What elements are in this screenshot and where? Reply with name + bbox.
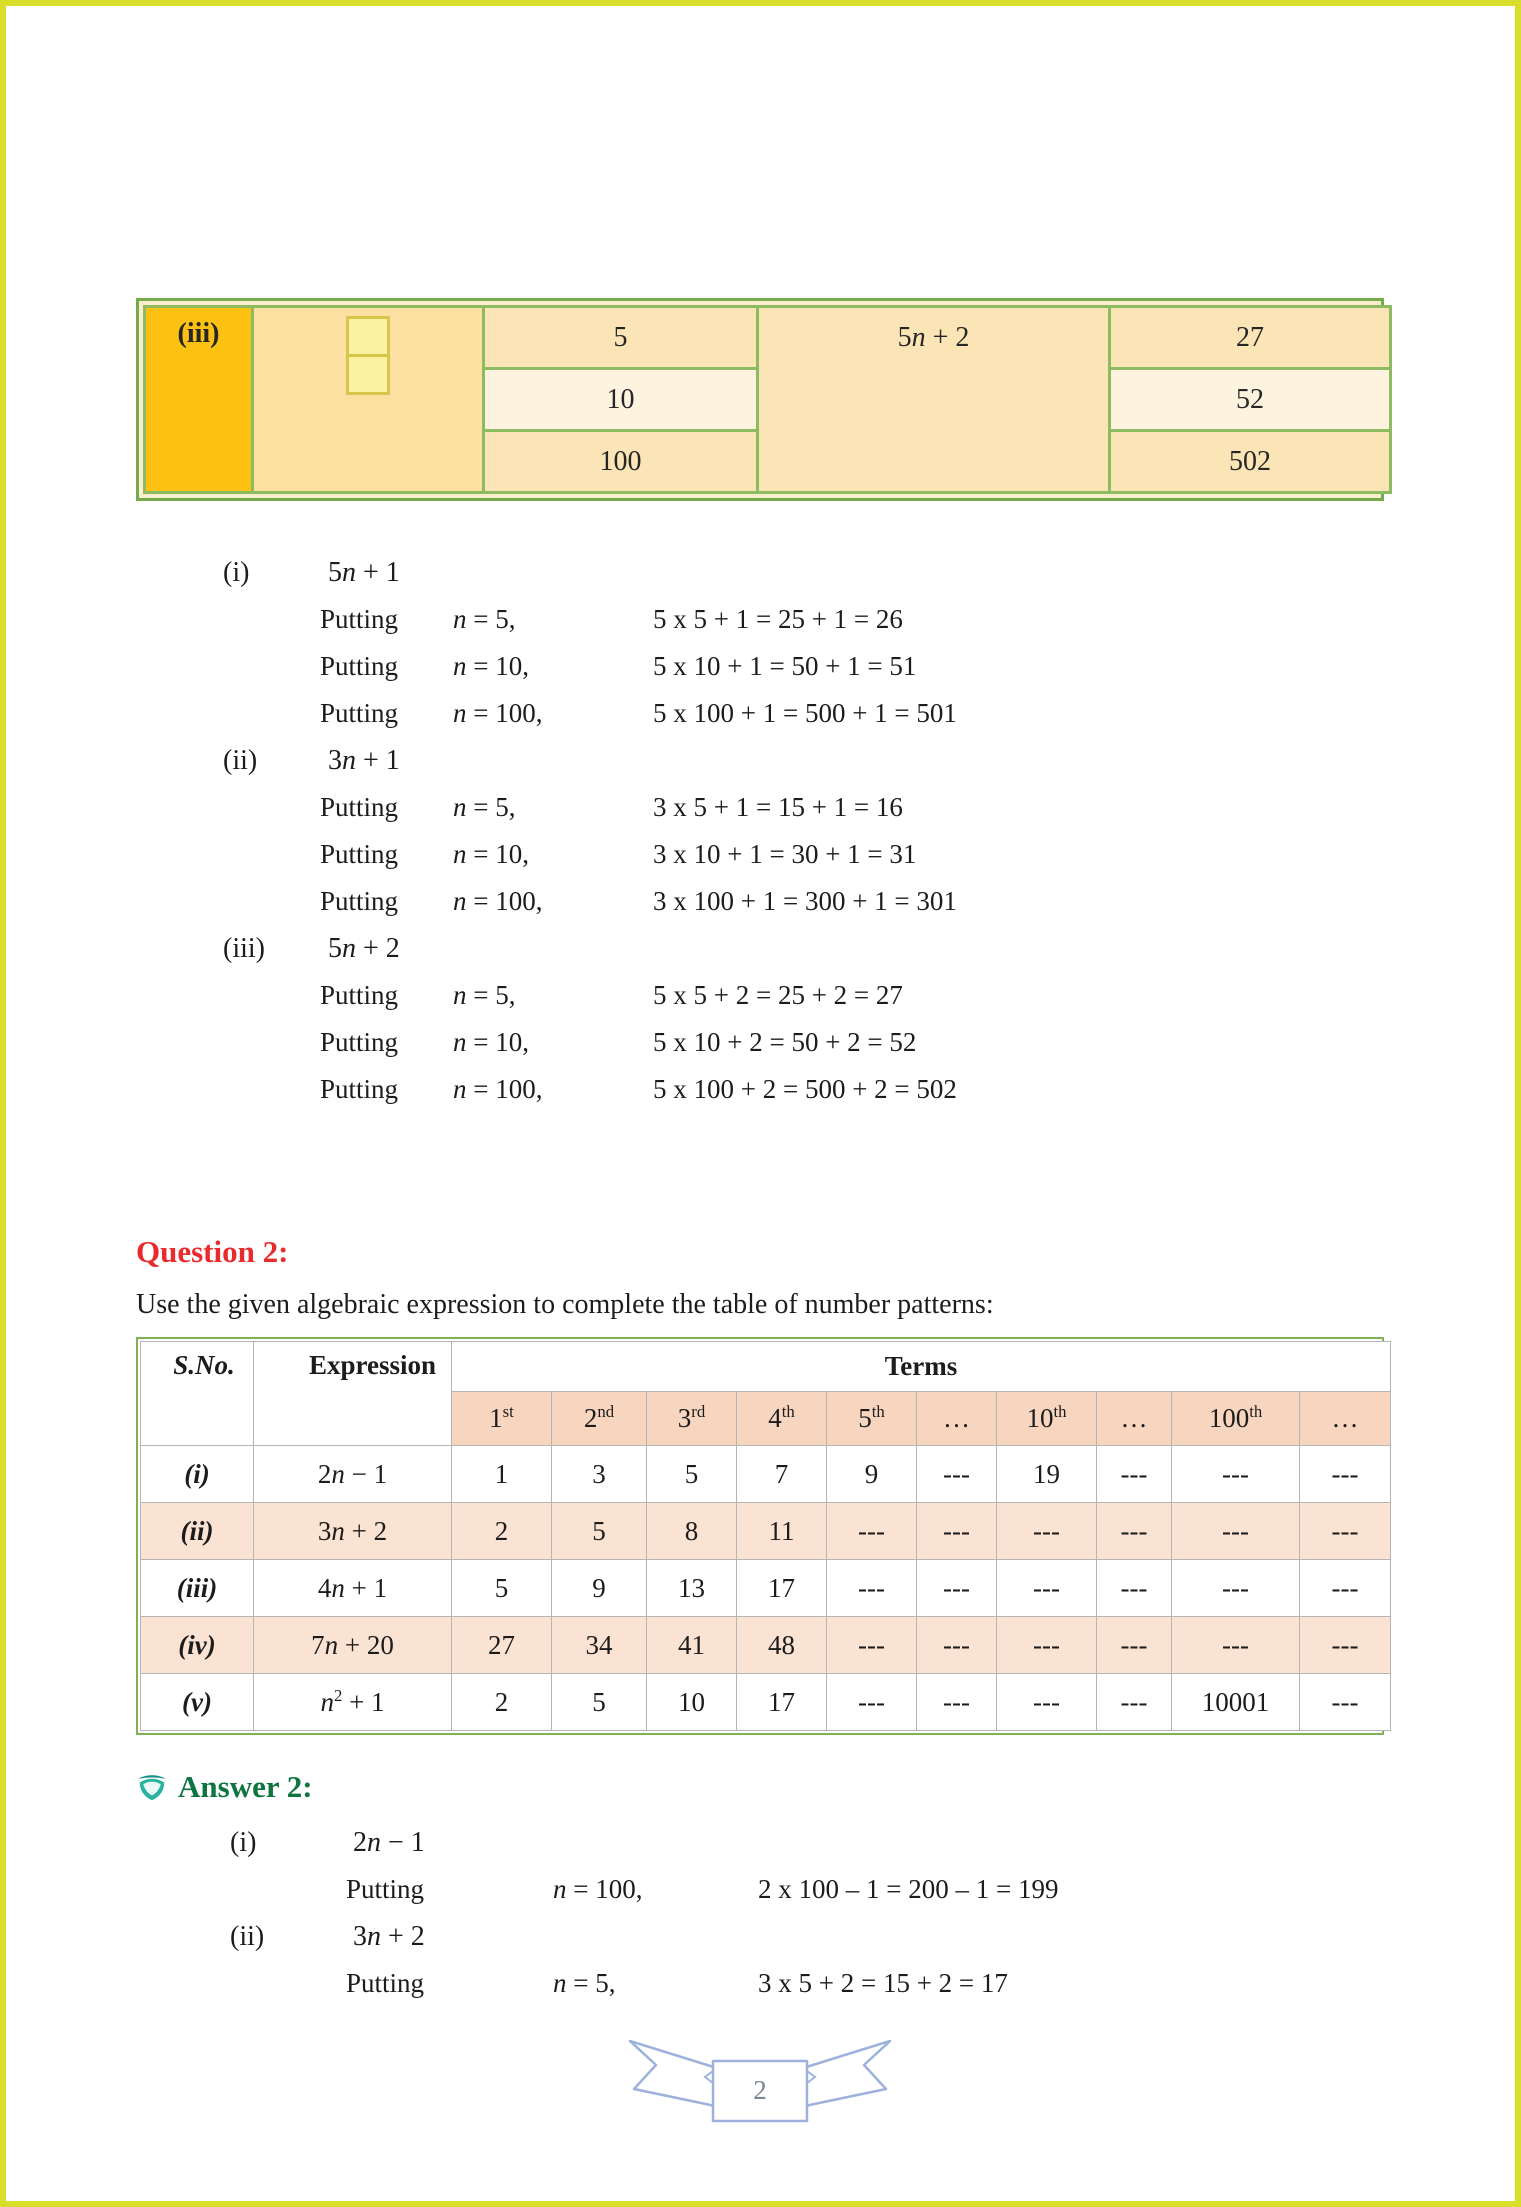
solution-item-label: (i) xyxy=(223,556,250,588)
term-col-header xyxy=(1172,1392,1300,1446)
expr-var: n xyxy=(453,980,467,1010)
expr-post: = 5, xyxy=(466,980,516,1010)
term-cell: --- xyxy=(1097,1617,1172,1674)
putting-label: Putting xyxy=(320,698,399,728)
term-cell: --- xyxy=(1097,1560,1172,1617)
expr-var: n xyxy=(367,1826,381,1858)
term-cell: --- xyxy=(1300,1503,1391,1560)
question-heading: Question 2: xyxy=(136,1234,289,1269)
expr-pre: 5 xyxy=(897,322,912,353)
term-cell: --- xyxy=(917,1560,997,1617)
expr-post: + 1 xyxy=(356,744,400,776)
pattern-n-value: 5 xyxy=(484,307,758,369)
solution-step xyxy=(136,831,1384,878)
expr-post: + 20 xyxy=(338,1629,394,1660)
col-header-sno: S.No. xyxy=(141,1342,254,1446)
term-cell: --- xyxy=(1172,1560,1300,1617)
row-expression xyxy=(254,1446,452,1503)
answer-step xyxy=(136,1960,1384,2007)
expr-var: n xyxy=(453,792,467,822)
expr-post: = 10, xyxy=(466,651,529,681)
term-cell: --- xyxy=(1172,1446,1300,1503)
term-cell: 27 xyxy=(452,1617,552,1674)
putting-label: Putting xyxy=(346,1968,425,1998)
putting-label: Putting xyxy=(320,886,399,916)
term-col-base: 2 xyxy=(583,1403,598,1433)
col-header-terms: Terms xyxy=(452,1342,1391,1392)
expr-post: = 5, xyxy=(466,604,516,634)
term-cell: 48 xyxy=(737,1617,827,1674)
n-assignment xyxy=(453,1074,653,1105)
expr-post: + 2 xyxy=(381,1920,425,1952)
putting-label: Putting xyxy=(320,1074,399,1104)
expr-post: = 5, xyxy=(566,1968,616,1998)
expr-var: n xyxy=(453,1027,467,1057)
term-cell: 2 xyxy=(452,1503,552,1560)
expr-var: n xyxy=(453,839,467,869)
expr-post: = 100, xyxy=(466,1074,543,1104)
answer-expression xyxy=(353,1827,1384,1859)
term-cell: --- xyxy=(1300,1674,1391,1731)
expr-pre: 3 xyxy=(317,1515,332,1546)
row-expression xyxy=(254,1674,452,1731)
expr-var: n xyxy=(453,886,467,916)
term-col-base: 10 xyxy=(1026,1403,1054,1433)
page-number: 2 xyxy=(753,2075,767,2105)
row-expression xyxy=(254,1560,452,1617)
term-cell: --- xyxy=(917,1674,997,1731)
putting-label: Putting xyxy=(320,604,399,634)
expr-post: + 1 xyxy=(344,1572,388,1603)
page-content xyxy=(6,298,1515,2129)
expr-post: + 1 xyxy=(342,1686,385,1717)
solution-expression xyxy=(328,933,1384,965)
term-cell: 3 xyxy=(552,1446,647,1503)
term-col-header xyxy=(452,1392,552,1446)
calculation: 2 x 100 – 1 = 200 – 1 = 199 xyxy=(758,1874,1059,1904)
expr-post: − 1 xyxy=(344,1458,388,1489)
term-cell: --- xyxy=(997,1617,1097,1674)
expr-post: = 100, xyxy=(566,1874,643,1904)
expr-var: n xyxy=(342,556,356,588)
term-cell: 8 xyxy=(647,1503,737,1560)
term-cell: 11 xyxy=(737,1503,827,1560)
solution-item-header xyxy=(136,737,1384,784)
term-cell: --- xyxy=(997,1674,1097,1731)
term-cell: 34 xyxy=(552,1617,647,1674)
term-col-sup: th xyxy=(1249,1402,1263,1421)
putting-label: Putting xyxy=(346,1874,425,1904)
term-cell: 5 xyxy=(552,1503,647,1560)
expr-sup: 2 xyxy=(333,1685,343,1705)
expr-pre: 5 xyxy=(328,932,342,964)
pattern-result: 502 xyxy=(1110,431,1391,493)
term-cell: --- xyxy=(1300,1560,1391,1617)
solution-step xyxy=(136,972,1384,1019)
pattern-figure-cell xyxy=(253,307,484,493)
term-cell: --- xyxy=(1300,1617,1391,1674)
term-cell: 2 xyxy=(452,1674,552,1731)
calculation: 3 x 100 + 1 = 300 + 1 = 301 xyxy=(653,886,957,916)
term-col-header xyxy=(737,1392,827,1446)
table-row xyxy=(141,1560,1391,1617)
answer-list xyxy=(136,1819,1384,2007)
term-col-sup: rd xyxy=(691,1402,706,1421)
pattern-result: 52 xyxy=(1110,369,1391,431)
expr-var: n xyxy=(553,1874,567,1904)
term-cell: 5 xyxy=(647,1446,737,1503)
term-cell: 1 xyxy=(452,1446,552,1503)
pattern-figure-icon xyxy=(346,316,390,395)
row-sno: (i) xyxy=(141,1446,254,1503)
expr-var: n xyxy=(320,1686,334,1717)
putting-label: Putting xyxy=(320,980,399,1010)
solution-list xyxy=(136,549,1384,1113)
solution-item-label: (ii) xyxy=(223,744,258,776)
calculation: 3 x 5 + 2 = 15 + 2 = 17 xyxy=(758,1968,1008,1998)
expr-var: n xyxy=(553,1968,567,1998)
answer-item-label: (ii) xyxy=(230,1920,265,1952)
term-col-sup: nd xyxy=(597,1402,615,1421)
term-col-header xyxy=(1097,1392,1172,1446)
expr-var: n xyxy=(453,698,467,728)
expr-pre: 3 xyxy=(328,744,342,776)
expression xyxy=(898,322,970,353)
expr-var: n xyxy=(453,651,467,681)
term-col-header xyxy=(647,1392,737,1446)
solution-step xyxy=(136,1019,1384,1066)
expr-var: n xyxy=(911,322,926,353)
term-col-sup: th xyxy=(871,1402,885,1421)
solution-step xyxy=(136,1066,1384,1113)
calculation: 5 x 10 + 2 = 50 + 2 = 52 xyxy=(653,1027,917,1057)
term-col-header xyxy=(917,1392,997,1446)
expr-post: = 100, xyxy=(466,886,543,916)
row-sno: (v) xyxy=(141,1674,254,1731)
term-col-base: 5 xyxy=(858,1403,872,1433)
term-cell: 9 xyxy=(827,1446,917,1503)
pattern-n-value: 100 xyxy=(484,431,758,493)
term-cell: 13 xyxy=(647,1560,737,1617)
expr-pre: 7 xyxy=(311,1629,325,1660)
row-sno: (iii) xyxy=(141,1560,254,1617)
solution-item-header xyxy=(136,925,1384,972)
term-cell: --- xyxy=(1300,1446,1391,1503)
calculation: 5 x 10 + 1 = 50 + 1 = 51 xyxy=(653,651,917,681)
table-row xyxy=(141,1617,1391,1674)
term-col-base: 3 xyxy=(677,1403,692,1433)
putting-label: Putting xyxy=(320,792,399,822)
solution-step xyxy=(136,690,1384,737)
pattern-row xyxy=(145,307,1391,369)
n-assignment xyxy=(553,1968,758,1999)
answer-expression xyxy=(353,1921,1384,1953)
expr-post: + 2 xyxy=(344,1515,388,1546)
expr-pre: 4 xyxy=(317,1572,332,1603)
n-assignment xyxy=(453,1027,653,1058)
term-col-sup: th xyxy=(1053,1402,1067,1421)
n-assignment xyxy=(453,886,653,917)
term-cell: 17 xyxy=(737,1674,827,1731)
term-cell: --- xyxy=(1172,1503,1300,1560)
expr-var: n xyxy=(367,1920,381,1952)
term-col-base: … xyxy=(943,1403,970,1433)
solution-step xyxy=(136,643,1384,690)
row-expression xyxy=(254,1617,452,1674)
term-cell: --- xyxy=(997,1560,1097,1617)
n-assignment xyxy=(453,651,653,682)
solution-step xyxy=(136,878,1384,925)
term-col-header xyxy=(827,1392,917,1446)
pattern-n-value: 10 xyxy=(484,369,758,431)
page-ribbon xyxy=(610,2029,910,2129)
terms-table xyxy=(136,1337,1384,1735)
row-sno: (ii) xyxy=(141,1503,254,1560)
row-sno: (iv) xyxy=(141,1617,254,1674)
expr-post: + 1 xyxy=(356,556,400,588)
putting-label: Putting xyxy=(320,839,399,869)
answer-item-header xyxy=(136,1913,1384,1960)
calculation: 3 x 5 + 1 = 15 + 1 = 16 xyxy=(653,792,903,822)
term-cell: 17 xyxy=(737,1560,827,1617)
brand-logo-icon xyxy=(136,1773,168,1801)
expr-post: = 5, xyxy=(466,792,516,822)
figure-square-icon xyxy=(346,316,390,357)
n-assignment xyxy=(453,604,653,635)
calculation: 5 x 100 + 1 = 500 + 1 = 501 xyxy=(653,698,957,728)
term-cell: --- xyxy=(827,1560,917,1617)
term-cell: --- xyxy=(1172,1617,1300,1674)
expr-pre: 3 xyxy=(353,1920,367,1952)
calculation: 5 x 100 + 2 = 500 + 2 = 502 xyxy=(653,1074,957,1104)
expr-post: − 1 xyxy=(381,1826,425,1858)
n-assignment xyxy=(453,792,653,823)
question-intro: Use the given algebraic expression to complete the table of number patterns: xyxy=(136,1289,994,1320)
putting-label: Putting xyxy=(320,1027,399,1057)
calculation: 3 x 10 + 1 = 30 + 1 = 31 xyxy=(653,839,917,869)
solution-item-label: (iii) xyxy=(223,932,265,964)
expr-var: n xyxy=(342,744,356,776)
expr-post: = 100, xyxy=(466,698,543,728)
pattern-result: 27 xyxy=(1110,307,1391,369)
expr-var: n xyxy=(342,932,356,964)
term-cell: 7 xyxy=(737,1446,827,1503)
pattern-expression xyxy=(758,307,1110,493)
term-cell: --- xyxy=(827,1503,917,1560)
term-cell: --- xyxy=(917,1503,997,1560)
term-col-base: 4 xyxy=(768,1403,782,1433)
expr-post: + 2 xyxy=(925,322,970,353)
expr-var: n xyxy=(324,1629,339,1660)
expr-pre: 5 xyxy=(328,556,342,588)
n-assignment xyxy=(553,1874,758,1905)
term-cell: --- xyxy=(1097,1674,1172,1731)
term-cell: --- xyxy=(997,1503,1097,1560)
solution-step xyxy=(136,596,1384,643)
expr-var: n xyxy=(331,1572,345,1603)
footer xyxy=(136,2029,1384,2129)
expr-post: = 10, xyxy=(466,839,529,869)
expr-var: n xyxy=(453,1074,467,1104)
expr-post: = 10, xyxy=(466,1027,529,1057)
term-col-base: 100 xyxy=(1208,1403,1250,1433)
n-assignment xyxy=(453,698,653,729)
expr-var: n xyxy=(331,1515,345,1546)
answer-heading xyxy=(136,1765,1384,1809)
solution-expression xyxy=(328,745,1384,777)
solution-expression xyxy=(328,557,1384,589)
answer-heading-label: Answer 2: xyxy=(178,1769,313,1804)
expr-post: + 2 xyxy=(356,932,400,964)
row-expression xyxy=(254,1503,452,1560)
term-col-base: … xyxy=(1331,1403,1359,1433)
pattern-table xyxy=(136,298,1384,501)
term-cell: --- xyxy=(917,1617,997,1674)
calculation: 5 x 5 + 2 = 25 + 2 = 27 xyxy=(653,980,903,1010)
table-row xyxy=(141,1446,1391,1503)
figure-square-icon xyxy=(346,354,390,395)
answer-step xyxy=(136,1866,1384,1913)
term-cell: --- xyxy=(827,1617,917,1674)
term-cell: --- xyxy=(917,1446,997,1503)
table-row xyxy=(141,1503,1391,1560)
answer-item-header xyxy=(136,1819,1384,1866)
term-col-base: 1 xyxy=(489,1403,503,1433)
expr-var: n xyxy=(331,1458,345,1489)
term-cell: 10001 xyxy=(1172,1674,1300,1731)
solution-item-header xyxy=(136,549,1384,596)
answer-item-label: (i) xyxy=(230,1826,257,1858)
table-row xyxy=(141,1674,1391,1731)
term-cell: 9 xyxy=(552,1560,647,1617)
term-col-sup: th xyxy=(781,1402,795,1421)
calculation: 5 x 5 + 1 = 25 + 1 = 26 xyxy=(653,604,903,634)
term-col-sup: st xyxy=(502,1402,514,1421)
term-cell: 5 xyxy=(452,1560,552,1617)
term-col-header xyxy=(1300,1392,1391,1446)
putting-label: Putting xyxy=(320,651,399,681)
term-cell: 5 xyxy=(552,1674,647,1731)
term-cell: --- xyxy=(1097,1503,1172,1560)
n-assignment xyxy=(453,980,653,1011)
term-cell: 41 xyxy=(647,1617,737,1674)
term-col-header xyxy=(552,1392,647,1446)
term-cell: --- xyxy=(1097,1446,1172,1503)
n-assignment xyxy=(453,839,653,870)
term-cell: 19 xyxy=(997,1446,1097,1503)
pattern-row-label: (iii) xyxy=(145,307,253,493)
expr-var: n xyxy=(453,604,467,634)
term-col-base: … xyxy=(1120,1403,1148,1433)
term-cell: 10 xyxy=(647,1674,737,1731)
col-header-expression: Expression xyxy=(254,1342,452,1446)
table-header-row xyxy=(141,1342,1391,1392)
expr-pre: 2 xyxy=(353,1826,367,1858)
expr-pre: 2 xyxy=(317,1458,332,1489)
term-cell: --- xyxy=(827,1674,917,1731)
term-col-header xyxy=(997,1392,1097,1446)
solution-step xyxy=(136,784,1384,831)
